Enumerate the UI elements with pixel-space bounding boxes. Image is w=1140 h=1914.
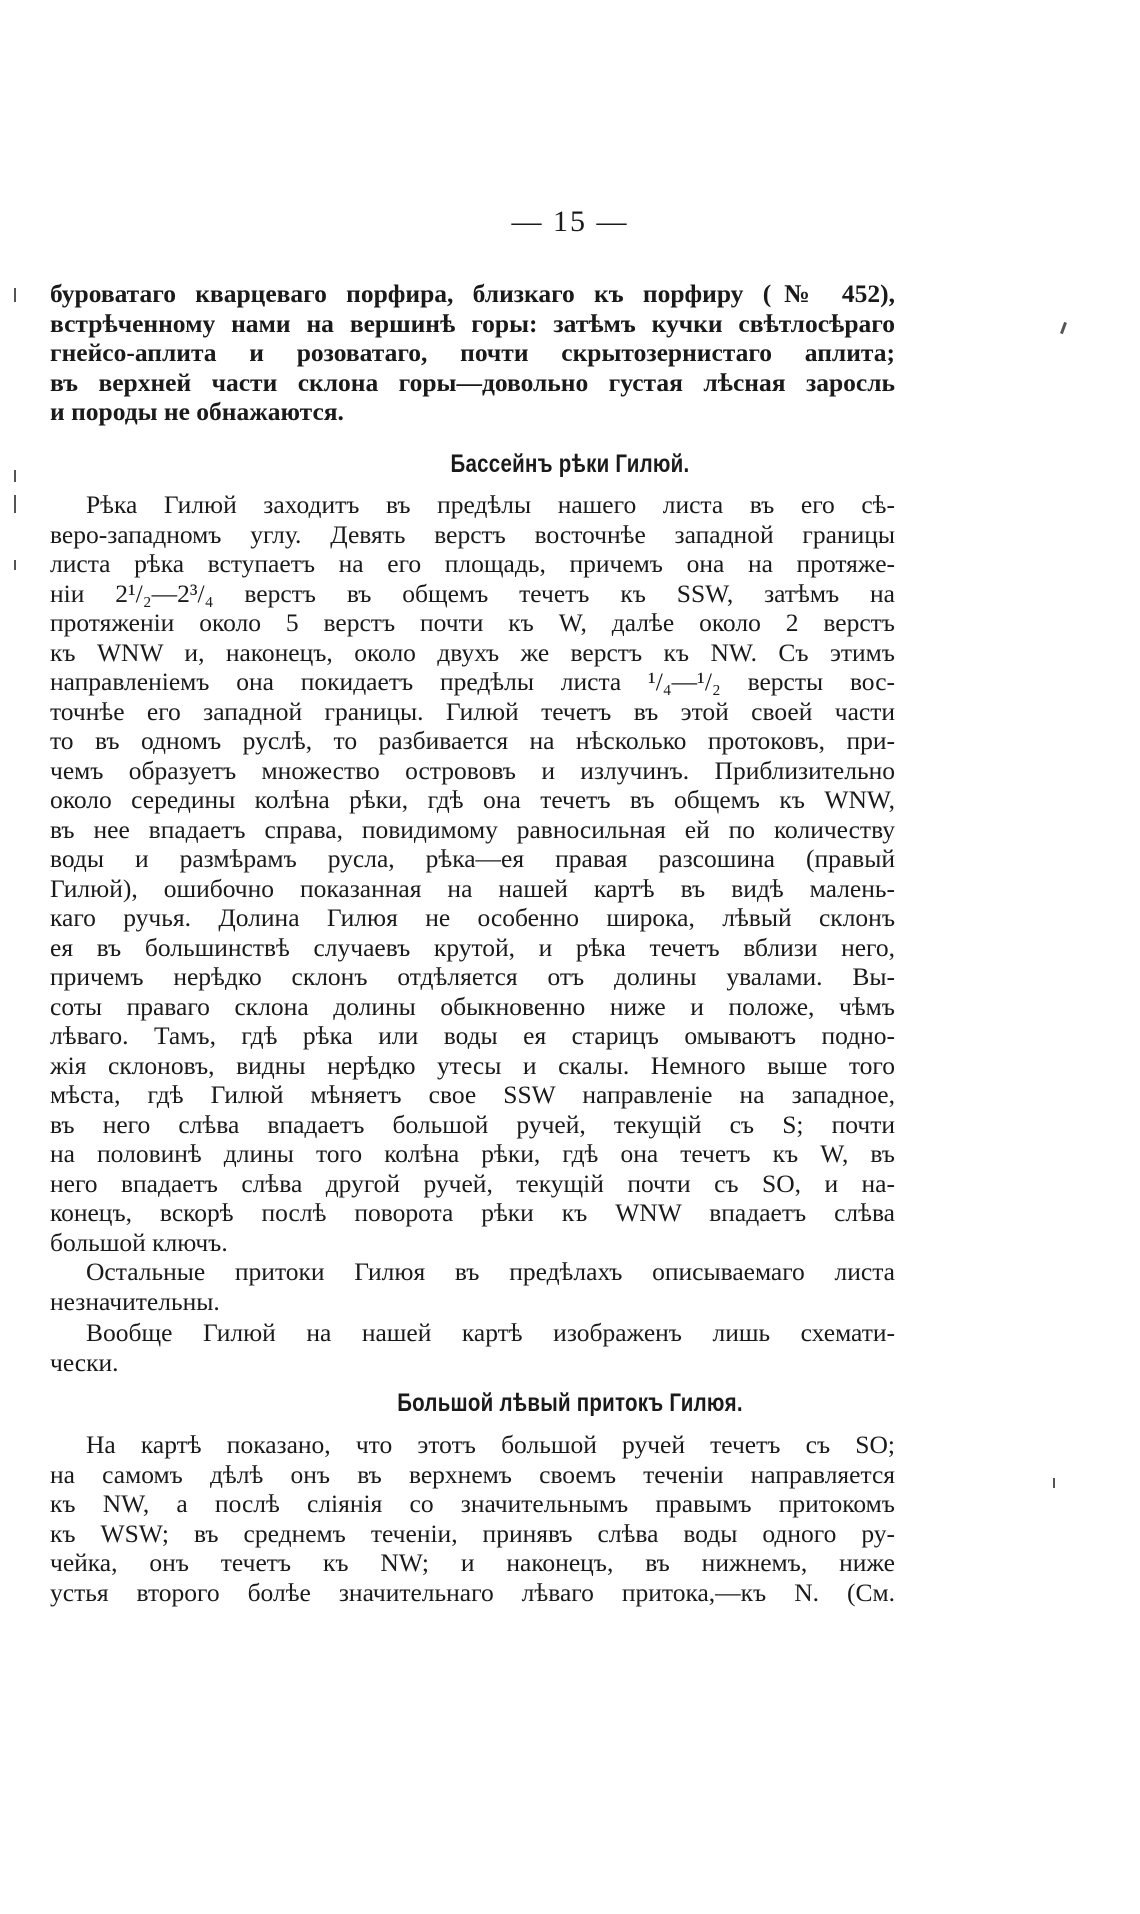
scan-speck <box>14 560 16 570</box>
text-line: Гилюй), ошибочно показанная на нашей картѣ въ видѣ малень- <box>50 873 895 903</box>
text-line: протяженіи около 5 верстъ почти къ W, далѣе около 2 верстъ <box>50 608 895 637</box>
text-line: соты праваго склона долины обыкновенно ниже и положе, чѣмъ <box>50 991 895 1021</box>
text-line: направленіемъ она покидаетъ предѣлы листа ¹/₄—¹/₂ версты вос- <box>50 667 895 696</box>
text-line: къ NW, а послѣ сліянія со значительнымъ правымъ притокомъ <box>50 1489 895 1518</box>
text-line: къ WNW и, наконецъ, около двухъ же верстъ къ NW. Съ этимъ <box>50 637 895 667</box>
text-line: него впадаетъ слѣва другой ручей, текущій почти съ SO, и на- <box>50 1168 895 1198</box>
text-line: гнейсо-аплита и розоватаго, почти скрытозернистаго аплита; <box>50 338 895 367</box>
text-line: чемъ образуетъ множество острововъ и излучинъ. Приблизительно <box>50 755 895 785</box>
text-line: причемъ нерѣдко склонъ отдѣляется отъ долины увалами. Вы- <box>50 962 895 991</box>
scan-speck <box>14 495 16 513</box>
section-heading: Бассейнъ рѣки Гилюй. <box>450 450 690 478</box>
scan-speck <box>14 470 16 482</box>
text-line: воды и размѣрамъ русла, рѣка—ея правая разсошина (правый <box>50 844 895 873</box>
text-line: На картѣ показано, что этотъ большой ручей течетъ съ SO; <box>86 1430 895 1459</box>
text-line: къ WSW; въ среднемъ теченіи, принявъ слѣва воды одного ру- <box>50 1518 895 1548</box>
text-line: ея въ большинствѣ случаевъ крутой, и рѣка течетъ вблизи него, <box>50 932 895 962</box>
page-number: — 15 — <box>511 205 629 238</box>
text-line: точнѣе его западной границы. Гилюй течетъ въ этой своей части <box>50 696 895 726</box>
text-line: устья второго болѣе значительнаго лѣваго притока,—къ N. (См. <box>50 1577 895 1607</box>
text-line: въ нее впадаетъ справа, повидимому равносильная ей по количеству <box>50 814 895 844</box>
text-line: въ верхней части склона горы—довольно густая лѣсная заросль <box>50 367 895 397</box>
text-line: встрѣченному нами на вершинѣ горы: затѣмъ кучки свѣтлосѣраго <box>50 308 895 338</box>
text-line: лѣваго. Тамъ, гдѣ рѣка или воды ея старицъ омываютъ подно- <box>50 1021 895 1050</box>
section2-paragraph1 <box>50 1430 895 1607</box>
section1-paragraph1 <box>50 490 895 1257</box>
text-line: то въ одномъ руслѣ, то разбивается на нѣсколько протоковъ, при- <box>50 726 895 755</box>
text-line: буроватаго кварцеваго порфира, близкаго къ порфиру (№ 452), <box>50 279 895 308</box>
text-line: на половинѣ длины того колѣна рѣки, гдѣ она течетъ къ W, въ <box>50 1139 895 1168</box>
text-line: чески. <box>50 1347 119 1377</box>
text-line: жія склоновъ, видны нерѣдко утесы и скалы. Немного выше того <box>50 1050 895 1080</box>
text-line: листа рѣка вступаетъ на его площадь, причемъ она на протяже- <box>50 549 895 578</box>
text-line: Остальные притоки Гилюя въ предѣлахъ описываемаго листа <box>86 1257 895 1286</box>
text-line: въ него слѣва впадаетъ большой ручей, текущій съ S; почти <box>50 1109 895 1139</box>
text-line: чейка, онъ течетъ къ NW; и наконецъ, въ нижнемъ, ниже <box>50 1548 895 1577</box>
text-line: около середины колѣна рѣки, гдѣ она течетъ въ общемъ къ WNW, <box>50 785 895 814</box>
intro-paragraph <box>50 279 895 427</box>
section1-paragraph2 <box>50 1257 895 1316</box>
text-line: веро-западномъ углу. Девять верстъ восточнѣе западной границы <box>50 519 895 549</box>
section-heading: Большой лѣвый притокъ Гилюя. <box>397 1389 743 1417</box>
text-line: и породы не обнажаются. <box>50 397 344 426</box>
text-line: большой ключъ. <box>50 1227 228 1257</box>
text-line: незначительны. <box>50 1286 220 1316</box>
text-line: Рѣка Гилюй заходитъ въ предѣлы нашего листа въ его сѣ- <box>86 490 895 519</box>
text-line: Вообще Гилюй на нашей картѣ изображенъ лишь схемати- <box>86 1318 895 1347</box>
text-line: конецъ, вскорѣ послѣ поворота рѣки къ WNW впадаетъ слѣва <box>50 1198 895 1227</box>
text-line: на самомъ дѣлѣ онъ въ верхнемъ своемъ теченіи направляется <box>50 1459 895 1489</box>
text-line: ніи 2¹/₂—2³/₄ верстъ въ общемъ течетъ къ SSW, затѣмъ на <box>50 578 895 608</box>
scan-speck <box>14 288 16 302</box>
scan-speck <box>1053 1478 1055 1488</box>
text-line: мѣста, гдѣ Гилюй мѣняетъ свое SSW направленіе на западное, <box>50 1080 895 1109</box>
section1-paragraph3 <box>50 1318 895 1377</box>
text-line: каго ручья. Долина Гилюя не особенно широка, лѣвый склонъ <box>50 903 895 932</box>
scan-speck <box>1060 322 1067 334</box>
